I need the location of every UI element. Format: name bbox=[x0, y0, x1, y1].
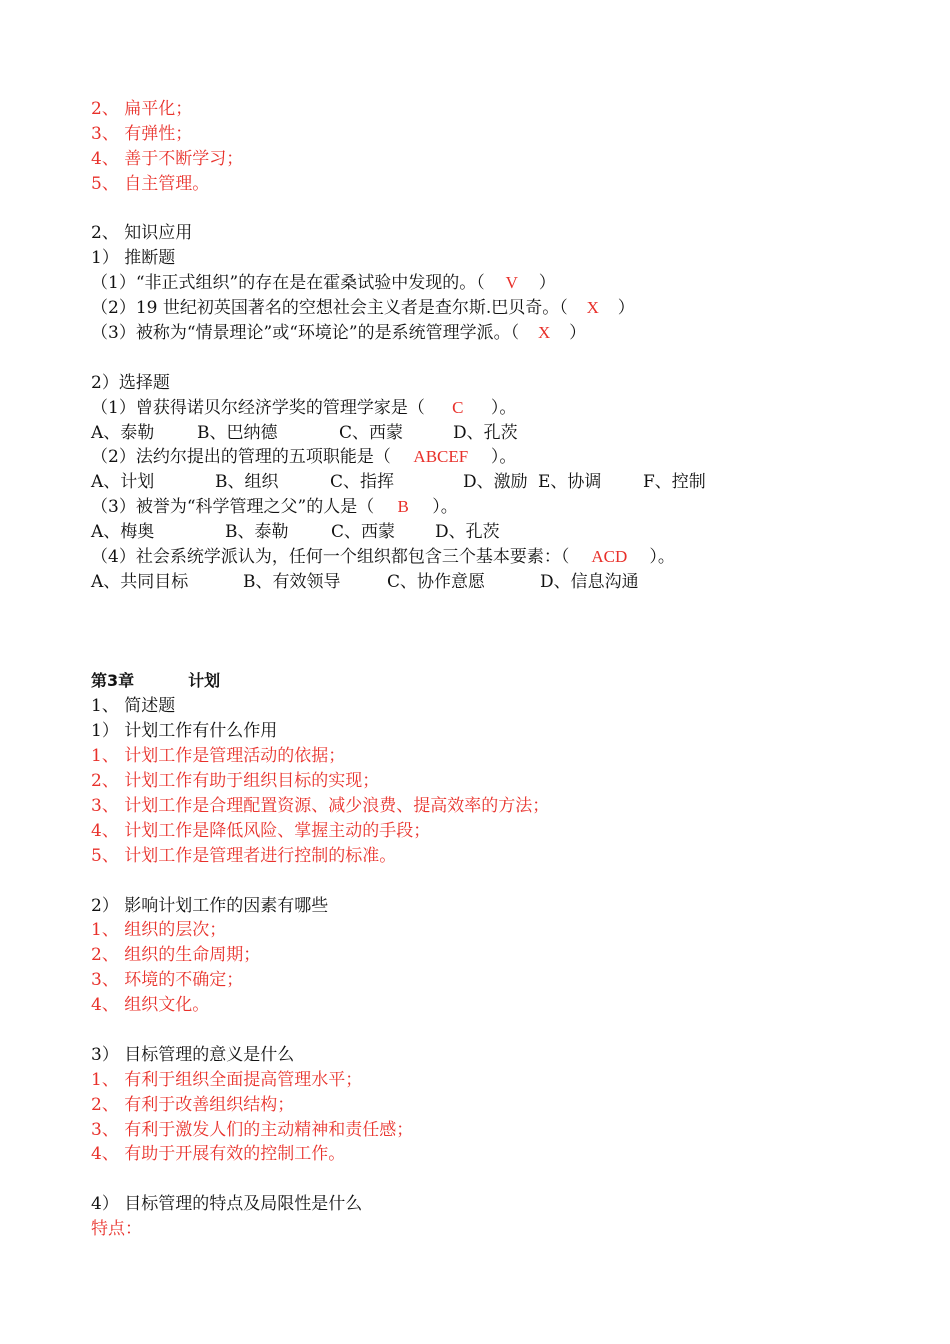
question-close: ）。 bbox=[490, 447, 517, 468]
list-item: 1、 有利于组织全面提高管理水平； bbox=[91, 1069, 363, 1090]
question-text: （4）社会系统学派认为，任何一个组织都包含三个基本要素：（ bbox=[91, 547, 570, 568]
subheading-features: 特点： bbox=[91, 1219, 142, 1240]
list-item: 1、 计划工作是管理活动的依据； bbox=[91, 746, 346, 767]
question-close: ） bbox=[569, 323, 587, 344]
option: C、西蒙 bbox=[339, 422, 404, 443]
choice-options-3 bbox=[91, 520, 911, 545]
option: A、梅奥 bbox=[91, 522, 155, 543]
section-title-summary: 1、 简述题 bbox=[91, 696, 176, 717]
chapter-name: 计划 bbox=[188, 671, 221, 691]
list-item: 2、 组织的生命周期； bbox=[91, 945, 261, 966]
judge-question-2 bbox=[91, 296, 911, 321]
list-item: 3、 有弹性； bbox=[91, 123, 193, 144]
list-item: 5、 自主管理。 bbox=[91, 173, 210, 194]
option: A、计划 bbox=[91, 472, 155, 493]
list-item: 4、 善于不断学习； bbox=[91, 148, 244, 169]
option: B、泰勒 bbox=[225, 522, 289, 543]
question-title: 3） 目标管理的意义是什么 bbox=[91, 1044, 295, 1065]
option: C、西蒙 bbox=[331, 522, 396, 543]
option: C、指挥 bbox=[330, 472, 395, 493]
chapter-number: 第3章 bbox=[91, 671, 135, 691]
question-close: ） bbox=[538, 273, 556, 294]
option: D、孔茨 bbox=[453, 422, 518, 443]
question-text: （2）法约尔提出的管理的五项职能是（ bbox=[91, 447, 391, 468]
question-close: ） bbox=[617, 298, 635, 319]
option: F、控制 bbox=[643, 472, 706, 493]
option: D、激励 bbox=[463, 472, 528, 493]
list-item: 2、 有利于改善组织结构； bbox=[91, 1094, 295, 1115]
question-text: （3）被誉为“科学管理之父”的人是（ bbox=[91, 497, 375, 518]
chapter-heading bbox=[91, 669, 911, 694]
question-title: 1） 计划工作有什么作用 bbox=[91, 721, 278, 742]
choice-title: 2）选择题 bbox=[91, 372, 170, 393]
choice-options-4 bbox=[91, 570, 911, 595]
question-close: ）。 bbox=[649, 547, 675, 568]
answer: C bbox=[452, 397, 464, 417]
question-title: 4） 目标管理的特点及局限性是什么 bbox=[91, 1194, 363, 1215]
list-item: 5、 计划工作是管理者进行控制的标准。 bbox=[91, 845, 397, 866]
question-text: （2）19 世纪初英国著名的空想社会主义者是查尔斯.巴贝奇。（ bbox=[91, 298, 568, 319]
judge-question-3 bbox=[91, 321, 911, 346]
choice-question-4 bbox=[91, 545, 911, 570]
choice-question-2 bbox=[91, 445, 911, 470]
option: C、协作意愿 bbox=[387, 571, 486, 592]
option: D、孔茨 bbox=[435, 522, 500, 543]
list-item: 4、 有助于开展有效的控制工作。 bbox=[91, 1144, 346, 1165]
question-text: （1）曾获得诺贝尔经济学奖的管理学家是（ bbox=[91, 397, 425, 418]
choice-options-1 bbox=[91, 421, 911, 446]
list-item: 4、 计划工作是降低风险、掌握主动的手段； bbox=[91, 820, 431, 841]
list-item: 3、 环境的不确定； bbox=[91, 970, 244, 991]
option: E、协调 bbox=[538, 472, 602, 493]
option: B、有效领导 bbox=[243, 571, 341, 592]
option: D、信息沟通 bbox=[540, 571, 639, 592]
question-title: 2） 影响计划工作的因素有哪些 bbox=[91, 895, 329, 916]
question-text: （1）“非正式组织”的存在是在霍桑试验中发现的。（ bbox=[91, 273, 485, 294]
question-text: （3）被称为“情景理论”或“环境论”的是系统管理学派。（ bbox=[91, 323, 520, 344]
list-item: 4、 组织文化。 bbox=[91, 995, 210, 1016]
section-title-knowledge: 2、 知识应用 bbox=[91, 223, 193, 244]
option: A、共同目标 bbox=[91, 571, 189, 592]
answer: X bbox=[537, 323, 551, 343]
answer: X bbox=[586, 298, 599, 318]
judge-title: 1） 推断题 bbox=[91, 248, 176, 269]
list-item: 2、 扁平化； bbox=[91, 99, 193, 119]
question-close: ）。 bbox=[490, 397, 517, 418]
choice-options-2 bbox=[91, 470, 911, 495]
list-item: 1、 组织的层次； bbox=[91, 920, 227, 941]
list-item: 3、 有利于激发人们的主动精神和责任感； bbox=[91, 1119, 414, 1140]
choice-question-1 bbox=[91, 396, 911, 421]
answer: ABCEF bbox=[413, 447, 469, 467]
list-item: 2、 计划工作有助于组织目标的实现； bbox=[91, 771, 380, 792]
judge-question-1 bbox=[91, 271, 911, 296]
list-item: 3、 计划工作是合理配置资源、减少浪费、提高效率的方法； bbox=[91, 795, 550, 816]
option: B、巴纳德 bbox=[197, 422, 278, 443]
document-page bbox=[91, 97, 911, 1242]
answer: V bbox=[505, 273, 518, 293]
question-close: ）。 bbox=[432, 497, 458, 518]
answer: ACD bbox=[591, 547, 628, 567]
option: A、泰勒 bbox=[91, 422, 155, 443]
option: B、组织 bbox=[215, 472, 279, 493]
answer: B bbox=[397, 497, 409, 517]
choice-question-3 bbox=[91, 495, 911, 520]
